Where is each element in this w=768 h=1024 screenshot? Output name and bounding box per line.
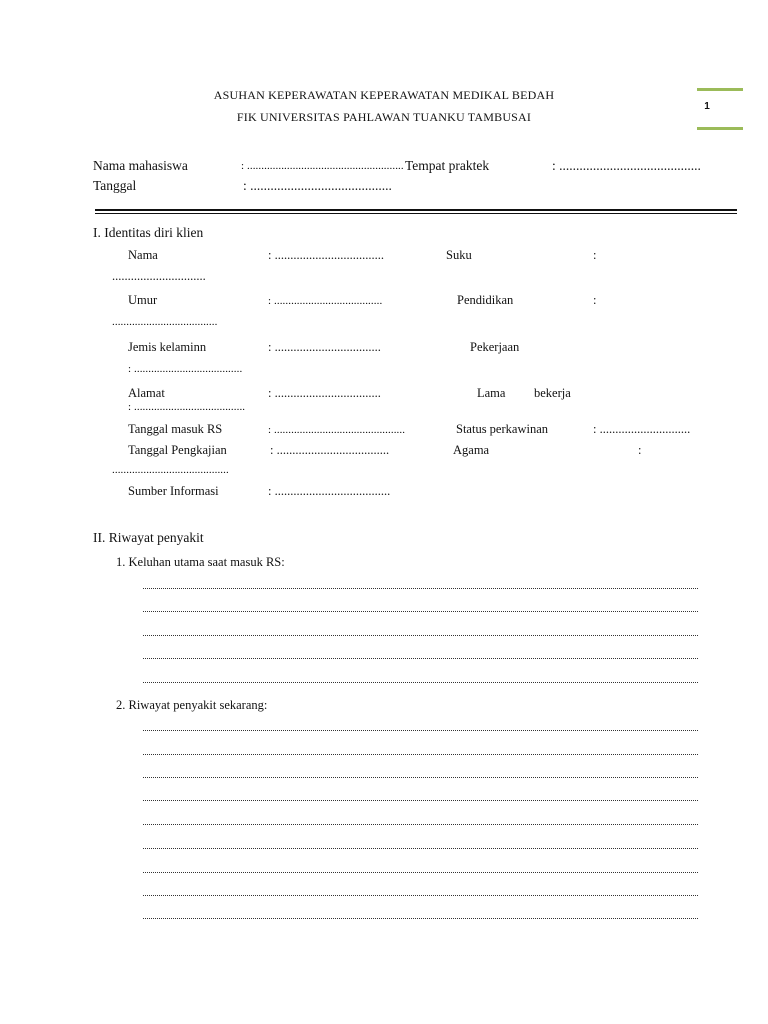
suku-label: Suku — [446, 248, 472, 262]
jenis-kelamin-field[interactable]: : .................................. — [268, 340, 381, 354]
tanggal-pengkajian-label: Tanggal Pengkajian — [128, 443, 227, 457]
sumber-informasi-field[interactable]: : ..................................... — [268, 484, 391, 498]
nama-mahasiswa-field[interactable]: : ....................................................... — [241, 160, 404, 172]
suku-colon: : — [593, 248, 597, 262]
nama-field[interactable]: : ................................... — [268, 248, 384, 262]
divider-bottom — [95, 213, 737, 214]
pendidikan-colon: : — [593, 293, 597, 307]
status-perkawinan-label: Status perkawinan — [456, 422, 548, 436]
keluhan-utama-label: 1. Keluhan utama saat masuk RS: — [116, 555, 285, 569]
riwayat-line[interactable] — [143, 730, 698, 731]
tanggal-masuk-rs-field[interactable]: : .............................................. — [268, 424, 406, 436]
riwayat-line[interactable] — [143, 800, 698, 801]
umur-label: Umur — [128, 293, 158, 307]
keluhan-line[interactable] — [143, 588, 698, 589]
tanggal-pengkajian-field[interactable]: : .................................... — [270, 443, 390, 457]
tanggal-field[interactable]: : .......................................... — [243, 178, 392, 193]
tempat-praktek-label: Tempat praktek — [405, 158, 490, 173]
agama-label: Agama — [453, 443, 490, 457]
section-identitas-heading: I. Identitas diri klien — [93, 225, 204, 240]
keluhan-line[interactable] — [143, 635, 698, 636]
tanggal-masuk-rs-label: Tanggal masuk RS — [128, 422, 223, 436]
page-number: 1 — [704, 101, 710, 112]
riwayat-line[interactable] — [143, 918, 698, 919]
status-perkawinan-field[interactable]: : ............................. — [593, 422, 691, 436]
pekerjaan-label: Pekerjaan — [470, 340, 520, 354]
riwayat-line[interactable] — [143, 824, 698, 825]
divider-top — [95, 209, 737, 211]
page-number-bar-bottom — [697, 127, 743, 130]
jenis-kelamin-label: Jemis kelaminn — [128, 340, 207, 354]
pendidikan-label: Pendidikan — [457, 293, 514, 307]
page-number-bar-top — [697, 88, 743, 91]
sumber-informasi-label: Sumber Informasi — [128, 484, 219, 498]
tempat-praktek-field[interactable]: : .......................................... — [552, 158, 701, 173]
riwayat-line[interactable] — [143, 895, 698, 896]
riwayat-sekarang-label: 2. Riwayat penyakit sekarang: — [116, 698, 268, 712]
keluhan-line[interactable] — [143, 611, 698, 612]
keluhan-line[interactable] — [143, 682, 698, 683]
riwayat-line[interactable] — [143, 754, 698, 755]
bekerja-label: bekerja — [534, 386, 571, 400]
document-subtitle: FIK UNIVERSITAS PAHLAWAN TUANKU TAMBUSAI — [236, 110, 532, 124]
suku-field[interactable]: .............................. — [112, 269, 206, 283]
alamat-field[interactable]: : .................................. — [268, 386, 381, 400]
riwayat-line[interactable] — [143, 777, 698, 778]
document-title: ASUHAN KEPERAWATAN KEPERAWATAN MEDIKAL BEDAH — [213, 88, 555, 102]
lama-bekerja-field[interactable]: : ....................................... — [128, 401, 246, 413]
riwayat-line[interactable] — [143, 872, 698, 873]
pendidikan-field[interactable]: ..................................... — [112, 316, 218, 328]
alamat-label: Alamat — [128, 386, 165, 400]
agama-colon: : — [638, 443, 642, 457]
nama-label: Nama — [128, 248, 158, 262]
umur-field[interactable]: : ...................................... — [268, 295, 383, 307]
keluhan-line[interactable] — [143, 658, 698, 659]
nama-mahasiswa-label: Nama mahasiswa — [93, 158, 188, 173]
lama-label: Lama — [477, 386, 506, 400]
tanggal-label: Tanggal — [93, 178, 137, 193]
agama-field[interactable]: ......................................... — [112, 464, 229, 476]
riwayat-line[interactable] — [143, 848, 698, 849]
pekerjaan-field[interactable]: : ...................................... — [128, 363, 243, 375]
section-riwayat-heading: II. Riwayat penyakit — [93, 530, 204, 545]
